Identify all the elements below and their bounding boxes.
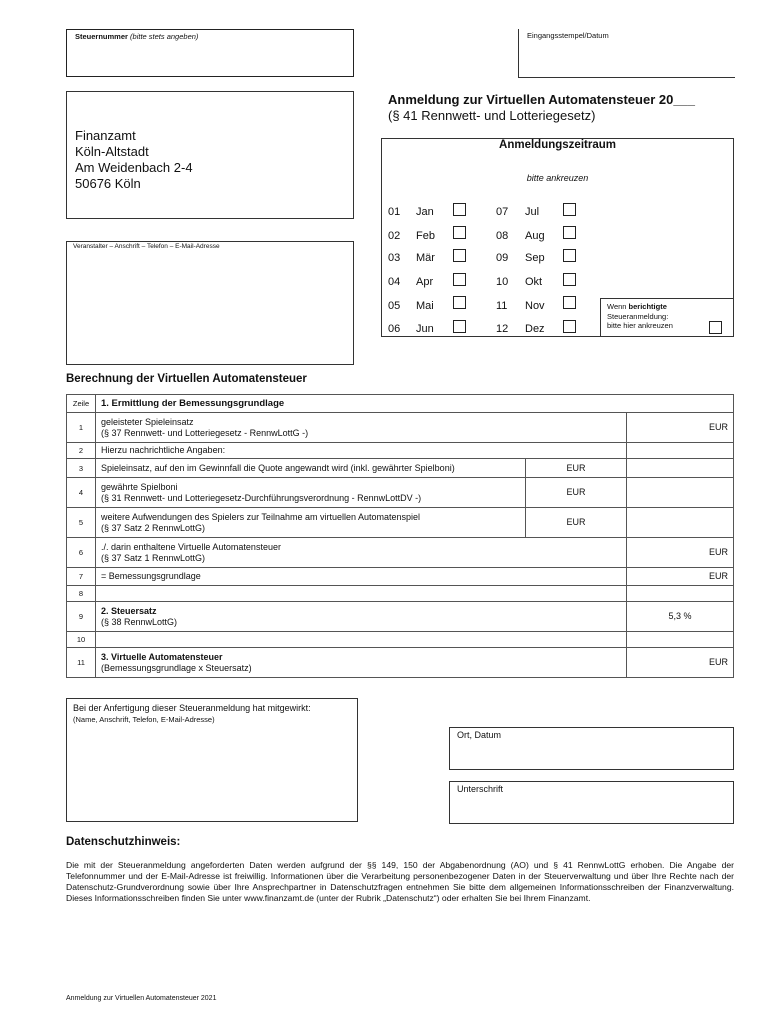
- row-number: 10: [67, 632, 96, 648]
- section1-heading: 1. Ermittlung der Bemessungsgrundlage: [96, 395, 734, 413]
- row-text: = Bemessungsgrundlage: [96, 568, 627, 586]
- month-label: Mär: [416, 252, 435, 264]
- month-row-12: 12: [496, 323, 509, 335]
- form-title: Anmeldung zur Virtuellen Automatensteuer 20___: [388, 92, 696, 107]
- row-number: 5: [67, 508, 96, 538]
- month-row-07: 07: [496, 206, 509, 218]
- eingangsstempel-area: [518, 29, 735, 78]
- row-text: 2. Steuersatz (§ 38 RennwLottG): [96, 602, 627, 632]
- row-text: ./. darin enthaltene Virtuelle Automatensteuer (§ 37 Satz 1 RennwLottG): [96, 538, 627, 568]
- checkbox-month-02[interactable]: [453, 226, 466, 239]
- value-field-5[interactable]: EUR: [526, 508, 627, 538]
- berichtigte-line3: bitte hier ankreuzen: [607, 321, 673, 330]
- row-text: Hierzu nachrichtliche Angaben:: [96, 443, 627, 459]
- value-field-11[interactable]: EUR: [627, 648, 734, 678]
- datenschutz-text: Die mit der Steueranmeldung angeforderten Daten werden aufgrund der §§ 149, 150 der Abgabenordnung (AO) und § 41 RennwLottG erhoben. Die Angabe der Telefonnummer und der E-Mail-Adresse ist freiwillig. Informationen über die Verarbeitung personenbezogener Daten in der Steuerverwaltung und über Ihre Rechte nach der Datenschutz-Grundverordnung sowie über Ihre Ansprechpartner in Datenschutzfragen entnehmen Sie bitte dem allgemeinen Informationsschreiben der Finanzverwaltung. Dieses Informationsschreiben finden Sie unter www.finanzamt.de (unter der Rubrik „Datenschutz“) oder erhalten Sie bei Ihrem Finanzamt.: [66, 860, 734, 903]
- month-row-03: 03: [388, 252, 401, 264]
- empty-cell: [627, 459, 734, 478]
- month-label: Mai: [416, 300, 434, 312]
- row-number: 9: [67, 602, 96, 632]
- calc-table: [66, 394, 734, 678]
- row-number: 4: [67, 478, 96, 508]
- finanzamt-line: Finanzamt: [75, 128, 136, 143]
- row-number: 2: [67, 443, 96, 459]
- value-field-1[interactable]: EUR: [627, 413, 734, 443]
- checkbox-month-04[interactable]: [453, 273, 466, 286]
- anmeldungszeitraum-hint: bitte ankreuzen: [526, 173, 589, 183]
- table-row: [67, 443, 734, 459]
- table-row: [67, 602, 734, 632]
- steuernummer-label: Steuernummer: [75, 32, 128, 41]
- ort-datum-label: Ort, Datum: [457, 730, 502, 740]
- berichtigte-box: [600, 298, 734, 337]
- finanzamt-line: 50676 Köln: [75, 176, 141, 191]
- month-row-11: 11: [496, 300, 508, 312]
- value-field-7[interactable]: EUR: [627, 568, 734, 586]
- veranstalter-label: Veranstalter – Anschrift – Telefon – E-Mail-Adresse: [73, 243, 220, 250]
- table-row: [67, 413, 734, 443]
- mitwirkung-label: Bei der Anfertigung dieser Steueranmeldung hat mitgewirkt:: [73, 703, 311, 713]
- month-label: Jul: [525, 206, 540, 218]
- checkbox-month-08[interactable]: [563, 226, 576, 239]
- table-header-row: [67, 395, 734, 413]
- empty-cell: [96, 632, 627, 648]
- row-text: gewährte Spielboni (§ 31 Rennwett- und Lotteriegesetz-Durchführungsverordnung - RennwLottDV -): [96, 478, 526, 508]
- empty-cell: [96, 586, 627, 602]
- empty-cell: [627, 586, 734, 602]
- finanzamt-line: Köln-Altstadt: [75, 144, 149, 159]
- month-row-09: 09: [496, 252, 509, 264]
- empty-cell: [627, 508, 734, 538]
- row-text: 3. Virtuelle Automatensteuer (Bemessungsgrundlage x Steuersatz): [96, 648, 627, 678]
- row-number: 8: [67, 586, 96, 602]
- month-label: Aug: [525, 230, 545, 242]
- empty-cell: [627, 478, 734, 508]
- month-label: Sep: [525, 252, 545, 264]
- checkbox-month-12[interactable]: [563, 320, 576, 333]
- table-row: [67, 459, 734, 478]
- mitwirkung-field[interactable]: [66, 698, 358, 822]
- steuernummer-hint: (bitte stets angeben): [130, 32, 199, 41]
- checkbox-month-11[interactable]: [563, 296, 576, 309]
- empty-cell: [627, 443, 734, 459]
- unterschrift-label: Unterschrift: [457, 784, 504, 794]
- finanzamt-address: [66, 91, 354, 219]
- finanzamt-line: Am Weidenbach 2-4: [75, 160, 193, 175]
- form-subtitle: (§ 41 Rennwett- und Lotteriegesetz): [388, 108, 596, 123]
- checkbox-month-06[interactable]: [453, 320, 466, 333]
- table-row: [67, 648, 734, 678]
- month-label: Apr: [416, 276, 434, 288]
- table-row: [67, 568, 734, 586]
- table-row: [67, 478, 734, 508]
- checkbox-month-05[interactable]: [453, 296, 466, 309]
- row-number: 3: [67, 459, 96, 478]
- row-number: 11: [67, 648, 96, 678]
- month-row-10: 10: [496, 276, 509, 288]
- month-row-08: 08: [496, 230, 509, 242]
- row-number: 7: [67, 568, 96, 586]
- checkbox-berichtigte[interactable]: [709, 321, 722, 334]
- checkbox-month-01[interactable]: [453, 203, 466, 216]
- checkbox-month-03[interactable]: [453, 249, 466, 262]
- anmeldungszeitraum-heading: Anmeldungszeitraum: [499, 139, 616, 151]
- berichtigte-line1: Wenn berichtigte: [607, 302, 667, 311]
- value-field-6[interactable]: EUR: [627, 538, 734, 568]
- row-text: weitere Aufwendungen des Spielers zur Teilnahme am virtuellen Automatenspiel (§ 37 Satz 2 RennwLottG): [96, 508, 526, 538]
- berichtigte-line2: Steueranmeldung:: [607, 311, 669, 321]
- month-label: Okt: [525, 276, 543, 288]
- month-row-06: 06: [388, 323, 401, 335]
- steuersatz-value: 5,3 %: [627, 602, 734, 632]
- table-row: [67, 538, 734, 568]
- row-text: Spieleinsatz, auf den im Gewinnfall die Quote angewandt wird (inkl. gewährter Spielboni): [96, 459, 526, 478]
- mitwirkung-sublabel: (Name, Anschrift, Telefon, E-Mail-Adresse): [73, 715, 215, 724]
- eingangsstempel-label: Eingangsstempel/Datum: [527, 31, 609, 40]
- veranstalter-field[interactable]: [66, 241, 354, 365]
- month-row-04: 04: [388, 276, 401, 288]
- checkbox-month-10[interactable]: [563, 273, 576, 286]
- zeile-header: Zeile: [67, 395, 96, 413]
- month-label: Nov: [525, 300, 545, 312]
- steuernummer-field[interactable]: [66, 29, 354, 77]
- month-label: Jun: [416, 323, 434, 335]
- checkbox-month-07[interactable]: [563, 203, 576, 216]
- row-text: geleisteter Spieleinsatz (§ 37 Rennwett- und Lotteriegesetz - RennwLottG -): [96, 413, 627, 443]
- table-row: [67, 632, 734, 648]
- month-label: Jan: [416, 206, 434, 218]
- month-label: Feb: [416, 230, 435, 242]
- month-label: Dez: [525, 323, 545, 335]
- unterschrift-field[interactable]: [449, 781, 734, 824]
- calc-heading: Berechnung der Virtuellen Automatensteuer: [66, 373, 307, 385]
- value-field-3[interactable]: EUR: [526, 459, 627, 478]
- empty-cell: [627, 632, 734, 648]
- month-row-02: 02: [388, 230, 401, 242]
- footer-text: Anmeldung zur Virtuellen Automatensteuer 2021: [66, 995, 217, 1002]
- value-field-4[interactable]: EUR: [526, 478, 627, 508]
- row-number: 1: [67, 413, 96, 443]
- month-row-05: 05: [388, 300, 401, 312]
- table-row: [67, 586, 734, 602]
- month-row-01: 01: [388, 206, 401, 218]
- checkbox-month-09[interactable]: [563, 249, 576, 262]
- table-row: [67, 508, 734, 538]
- ort-datum-field[interactable]: [449, 727, 734, 770]
- row-number: 6: [67, 538, 96, 568]
- datenschutz-heading: Datenschutzhinweis:: [66, 836, 181, 848]
